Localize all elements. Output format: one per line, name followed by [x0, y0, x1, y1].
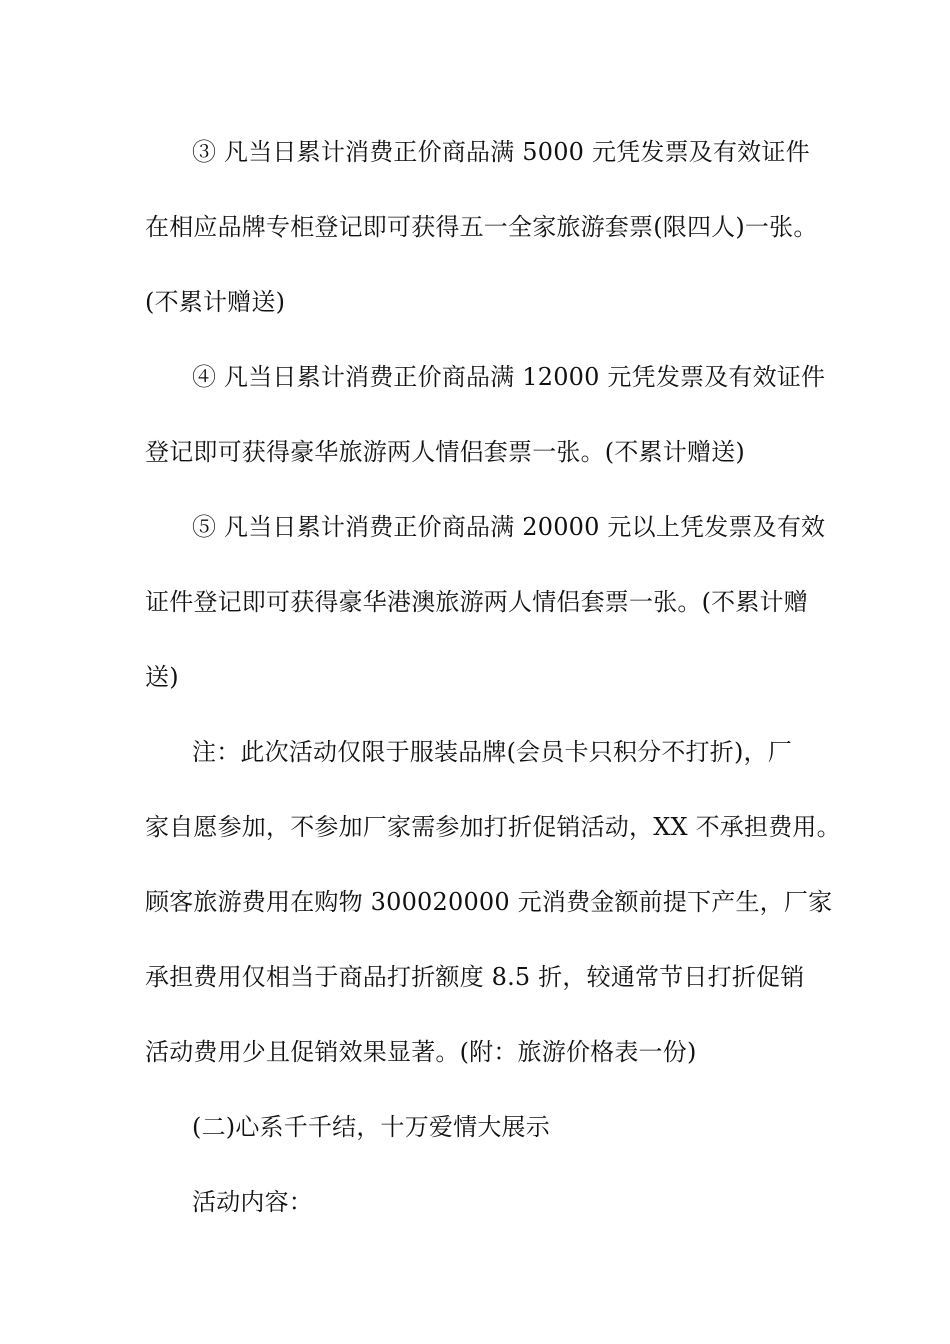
- note-line-5: 活动费用少且促销效果显著。(附：旅游价格表一份): [145, 1038, 697, 1066]
- paragraph-3-line-2: 在相应品牌专柜登记即可获得五一全家旅游套票(限四人)一张。: [145, 213, 818, 241]
- paragraph-4-line-2: 登记即可获得豪华旅游两人情侣套票一张。(不累计赠送): [145, 438, 745, 466]
- note-line-4: 承担费用仅相当于商品打折额度 8.5 折，较通常节日打折促销: [145, 963, 805, 991]
- note-line-3: 顾客旅游费用在购物 300020000 元消费金额前提下产生，厂家: [145, 888, 833, 916]
- section-heading: (二)心系千千结，十万爱情大展示: [192, 1113, 550, 1141]
- paragraph-3-line-3: (不累计赠送): [145, 288, 286, 316]
- note-line-2: 家自愿参加，不参加厂家需参加打折促销活动，XX 不承担费用。: [145, 813, 841, 841]
- note-line-1: 注：此次活动仅限于服装品牌(会员卡只积分不打折)，厂: [192, 738, 792, 766]
- paragraph-5-line-3: 送): [145, 663, 179, 691]
- paragraph-5-line-2: 证件登记即可获得豪华港澳旅游两人情侣套票一张。(不累计赠: [145, 588, 808, 616]
- paragraph-5-line-1: ⑤ 凡当日累计消费正价商品满 20000 元以上凭发票及有效: [192, 513, 826, 541]
- paragraph-4-line-1: ④ 凡当日累计消费正价商品满 12000 元凭发票及有效证件: [192, 363, 826, 391]
- paragraph-3-line-1: ③ 凡当日累计消费正价商品满 5000 元凭发票及有效证件: [192, 138, 810, 166]
- activity-content-label: 活动内容：: [192, 1188, 313, 1216]
